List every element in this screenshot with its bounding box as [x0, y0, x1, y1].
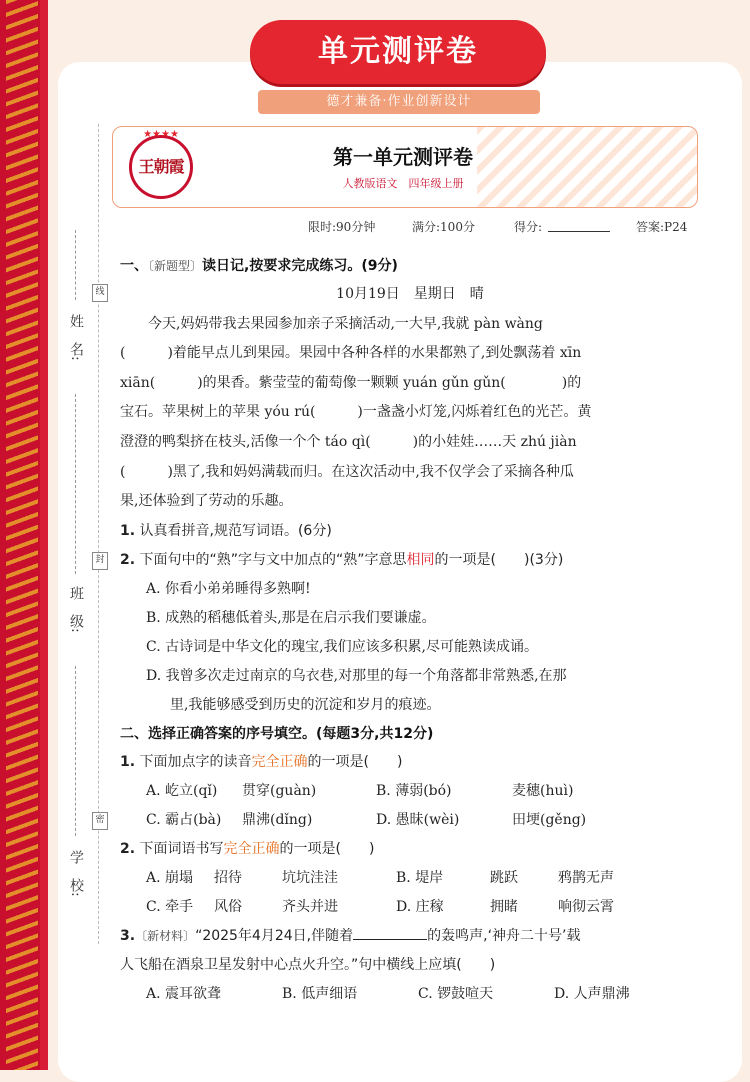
section-1-heading: 一、〔新题型〕读日记,按要求完成练习。(9分) — [120, 258, 398, 274]
passage-line: ( )着能早点儿到果园。果园中各种各样的水果都熟了,到处飘荡着 xīn — [120, 345, 582, 362]
options-row — [120, 864, 700, 893]
options-row — [120, 893, 700, 922]
option-cell: 贯穿(guàn) — [242, 782, 317, 799]
class-label: 班 级: — [68, 586, 84, 633]
option-cell: A. 震耳欲聋 — [146, 985, 222, 1002]
option-cell: 鸦鹊无声 — [558, 869, 614, 886]
question-1-1: 1. 认真看拼音,规范写词语。(6分) — [120, 522, 332, 539]
option-cell: 跳跃 — [490, 869, 518, 886]
options-row — [120, 806, 700, 835]
slogan-band: 德才兼备·作业创新设计 — [258, 90, 540, 114]
section-2-heading: 二、选择正确答案的序号填空。(每题3分,共12分) — [120, 725, 434, 742]
spine-edge — [40, 0, 48, 1070]
passage-line: 宝石。苹果树上的苹果 yóu rú( )一盏盏小灯笼,闪烁着红色的光芒。黄 — [120, 404, 592, 421]
option-cell: 麦穗(huì) — [512, 782, 574, 799]
options-row — [120, 980, 700, 1009]
exam-title: 第一单元测评卷 — [333, 145, 473, 169]
exam-header — [112, 126, 698, 208]
option-cell: C. 霸占(bà) — [146, 811, 222, 828]
passage-line: xiān( )的果香。紫莹莹的葡萄像一颗颗 yuán gǔn gǔn( )的 — [120, 374, 582, 391]
seal-tag: 封 — [92, 552, 108, 570]
question-2-1: 1. 下面加点字的读音完全正确的一项是( ) — [120, 753, 403, 770]
question-2-3-cont: 人飞船在酒泉卫星发射中心点火升空。”句中横线上应填( ) — [120, 956, 496, 973]
name-label: 姓 名: — [68, 314, 84, 361]
option-cell: C. 牵手 — [146, 898, 194, 915]
option-cell: B. 低声细语 — [282, 985, 358, 1002]
exam-content — [120, 252, 700, 1009]
option-cell: 招待 — [214, 869, 242, 886]
option-cell: D. 庄稼 — [396, 898, 444, 915]
side-rule — [75, 394, 76, 574]
score-field[interactable] — [548, 218, 610, 232]
exam-subtitle: 人教版语文 四年级上册 — [342, 177, 464, 190]
student-info-margin — [66, 230, 106, 930]
question-2-3: 3.〔新材料〕“2025年4月24日,伴随着 的轰鸣声,‘神舟二十号’载 — [120, 922, 700, 951]
side-rule — [75, 230, 76, 300]
title-banner: 单元测评卷 — [250, 20, 546, 84]
option-cell: A. 屹立(qǐ) — [146, 782, 218, 799]
school-label: 学 校: — [68, 850, 84, 897]
passage-line: 今天,妈妈带我去果园参加亲子采摘活动,一大早,我就 pàn wàng — [148, 315, 543, 332]
option-cell: 响彻云霄 — [558, 898, 614, 915]
option-cell: B. 堤岸 — [396, 869, 444, 886]
option-cell: 坑坑洼洼 — [282, 869, 338, 886]
passage-line: 果,还体验到了劳动的乐趣。 — [120, 493, 293, 510]
question-2-2: 2. 下面词语书写完全正确的一项是( ) — [120, 840, 375, 857]
question-1-2: 2. 下面句中的“熟”字与文中加点的“熟”字意思相同的一项是( )(3分) — [120, 551, 564, 568]
passage-line: ( )黑了,我和妈妈满载而归。在这次活动中,我不仅学会了采摘各种瓜 — [120, 463, 574, 480]
option-a: A. 你看小弟弟睡得多熟啊! — [146, 580, 311, 597]
crown-icon: ★★★★ — [143, 129, 179, 140]
option-cell: A. 崩塌 — [146, 869, 194, 886]
option-cell: D. 人声鼎沸 — [554, 985, 630, 1002]
fill-blank[interactable] — [353, 925, 427, 940]
time-limit: 限时:90分钟 — [308, 220, 376, 234]
spine-pattern — [6, 0, 38, 1070]
passage-line: 澄澄的鸭梨挤在枝头,活像一个个 táo qì( )的小娃娃……天 zhú jiàn — [120, 433, 577, 450]
cut-line-tag: 线 — [92, 284, 108, 302]
option-d: D. 我曾多次走过南京的乌衣巷,对那里的每一个角落都非常熟悉,在那 — [146, 667, 567, 684]
dense-tag: 密 — [92, 812, 108, 830]
diary-date: 10月19日 星期日 晴 — [336, 286, 484, 302]
option-d-cont: 里,我能够感受到历史的沉淀和岁月的痕迹。 — [170, 696, 441, 713]
option-cell: 鼎沸(dǐng) — [242, 811, 313, 828]
option-b: B. 成熟的稻穗低着头,那是在启示我们要谦虚。 — [146, 609, 436, 626]
option-cell: C. 锣鼓喧天 — [418, 985, 494, 1002]
option-cell: 田埂(gěng) — [512, 811, 587, 828]
option-cell: D. 愚昧(wèi) — [376, 811, 460, 828]
option-cell: 齐头并进 — [282, 898, 338, 915]
answer-page-ref: 答案:P24 — [636, 220, 688, 234]
brand-logo: 王朝霞 — [129, 135, 193, 199]
side-rule — [75, 666, 76, 836]
option-cell: 风俗 — [214, 898, 242, 915]
score-label: 得分: — [514, 220, 543, 234]
options-row — [120, 777, 700, 806]
option-c: C. 古诗词是中华文化的瑰宝,我们应该多积累,尽可能熟读成诵。 — [146, 638, 539, 655]
full-score: 满分:100分 — [412, 220, 475, 234]
option-cell: 拥睹 — [490, 898, 518, 915]
option-cell: B. 薄弱(bó) — [376, 782, 452, 799]
